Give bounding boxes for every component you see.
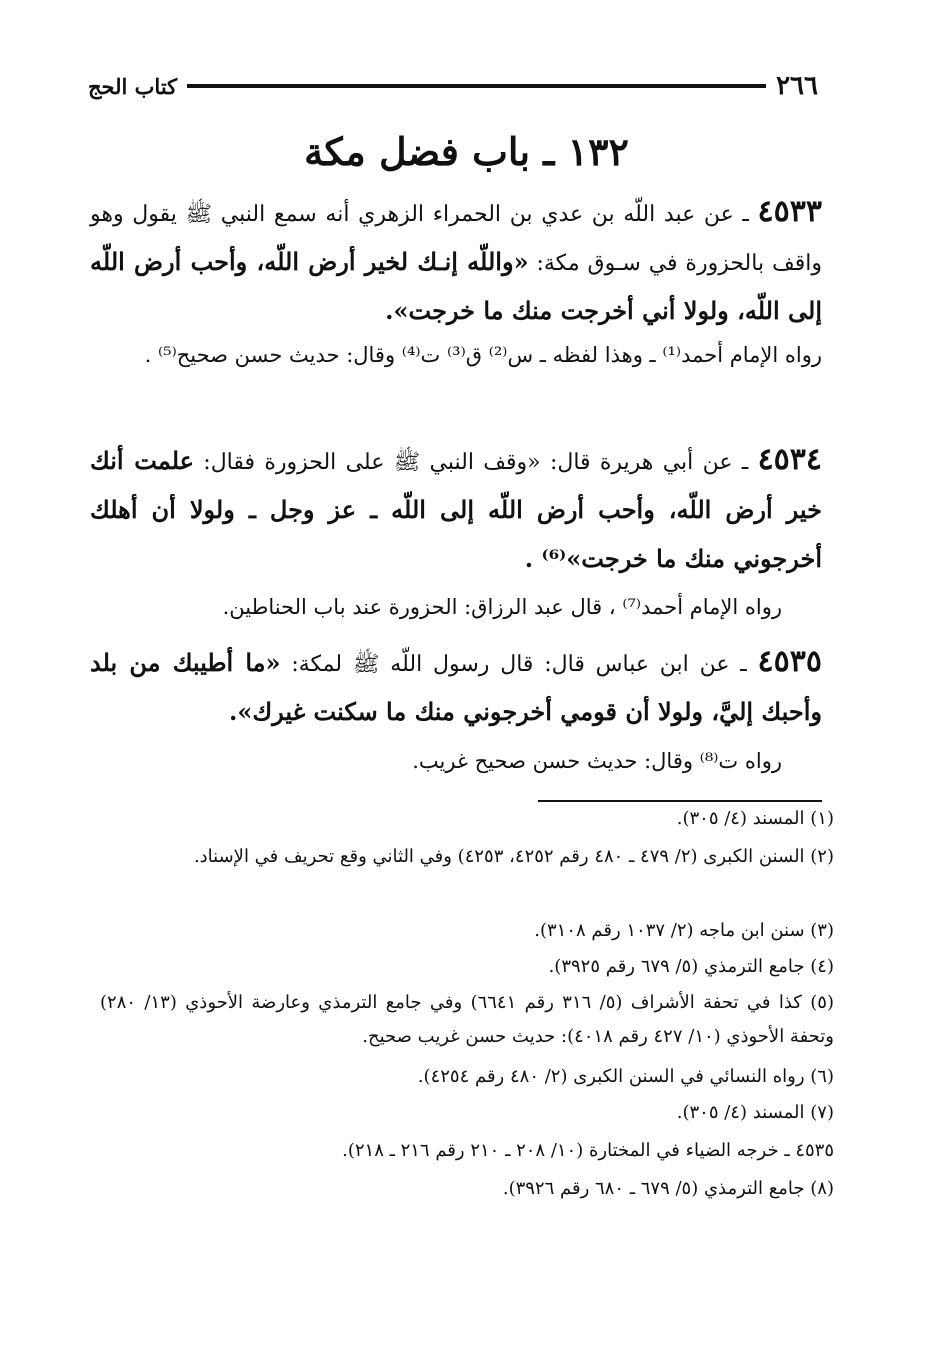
hadith-quote: «ما أطيبك من بلد وأحبك إليَّ، ولولا أن قومي أخرجوني منك ما سكنت غيرك». bbox=[90, 648, 822, 726]
hadith-4535-note: رواه ت⁽⁸⁾ وقال: حديث حسن صحيح غريب. bbox=[412, 749, 782, 773]
chapter-title: ١٣٢ ـ باب فضل مكة bbox=[304, 129, 629, 174]
footnote-3: (٣) سنن ابن ماجه (٢/ ١٠٣٧ رقم ٣١٠٨). bbox=[534, 920, 834, 941]
page-number: ٢٦٦ bbox=[776, 71, 818, 101]
hadith-4534 bbox=[90, 436, 822, 584]
header-rule bbox=[187, 84, 766, 88]
hadith-4533 bbox=[90, 188, 822, 336]
hadith-quote: «واللّه إنـك لخير أرض اللّه، وأحب أرض اللّه إلى اللّه، ولولا أني أخرجت منك ما خرجت». bbox=[90, 247, 822, 325]
footnote-4: (٤) جامع الترمذي (٥/ ٦٧٩ رقم ٣٩٢٥). bbox=[548, 956, 834, 977]
hadith-intro: ـ عن ابن عباس قال: قال رسول اللّه ﷺ لمكة: bbox=[280, 652, 747, 677]
hadith-4534-note: رواه الإمام أحمد⁽⁷⁾ ، قال عبد الرزاق: الحزورة عند باب الحناطين. bbox=[222, 595, 782, 619]
running-header bbox=[88, 66, 818, 106]
footnote-1: (١) المسند (٤/ ٣٠٥). bbox=[676, 808, 834, 829]
hadith-intro: ـ عن عبد اللّه بن عدي بن الحمراء الزهري أنه سمع النبي ﷺ يقول وهو واقف بالحزورة في سـوق مكة: bbox=[90, 202, 822, 276]
hadith-number: ٤٥٣٣ bbox=[757, 194, 822, 229]
hadith-intro: ـ عن أبي هريرة قال: «وقف النبي ﷺ على الحزورة فقال: bbox=[193, 450, 749, 475]
footnote-5: (٥) كذا في تحفة الأشراف (٥/ ٣١٦ رقم ٦٦٤١) وفي جامع الترمذي وعارضة الأحوذي (١٣/ ٢٨٠) وتحفة الأحوذي (١٠/ ٤٢٧ رقم ٤٠١٨): حديث حسن غريب صحيح. bbox=[100, 992, 834, 1047]
hadith-quote: علمت أنك خير أرض اللّه، وأحب أرض اللّه إلى اللّه ـ عز وجل ـ ولولا أن أهلك أخرجوني منك ما خرجت»⁽⁶⁾ . bbox=[90, 446, 822, 573]
hadith-4535 bbox=[90, 638, 822, 737]
footnote-8: (٨) جامع الترمذي (٥/ ٦٧٩ ـ ٦٨٠ رقم ٣٩٢٦). bbox=[502, 1178, 834, 1199]
footnote-hadith-4535: ٤٥٣٥ ـ خرجه الضياء في المختارة (١٠/ ٢٠٨ ـ ٢١٠ رقم ٢١٦ ـ ٢١٨). bbox=[342, 1140, 834, 1161]
book-title: كتاب الحج bbox=[88, 73, 178, 99]
hadith-number: ٤٥٣٤ bbox=[757, 442, 823, 477]
footnote-6: (٦) رواه النسائي في السنن الكبرى (٢/ ٤٨٠ رقم ٤٢٥٤). bbox=[417, 1066, 834, 1087]
hadith-number: ٤٥٣٥ bbox=[757, 644, 822, 679]
footnote-7: (٧) المسند (٤/ ٣٠٥). bbox=[676, 1102, 834, 1123]
hadith-4533-note: رواه الإمام أحمد⁽¹⁾ ـ وهذا لفظه ـ س⁽²⁾ ق⁽³⁾ ت⁽⁴⁾ وقال: حديث حسن صحيح⁽⁵⁾ . bbox=[144, 343, 822, 367]
footnote-2: (٢) السنن الكبرى (٢/ ٤٧٩ ـ ٤٨٠ رقم ٤٢٥٢، ٤٢٥٣) وفي الثاني وقع تحريف في الإسناد. bbox=[193, 846, 834, 867]
